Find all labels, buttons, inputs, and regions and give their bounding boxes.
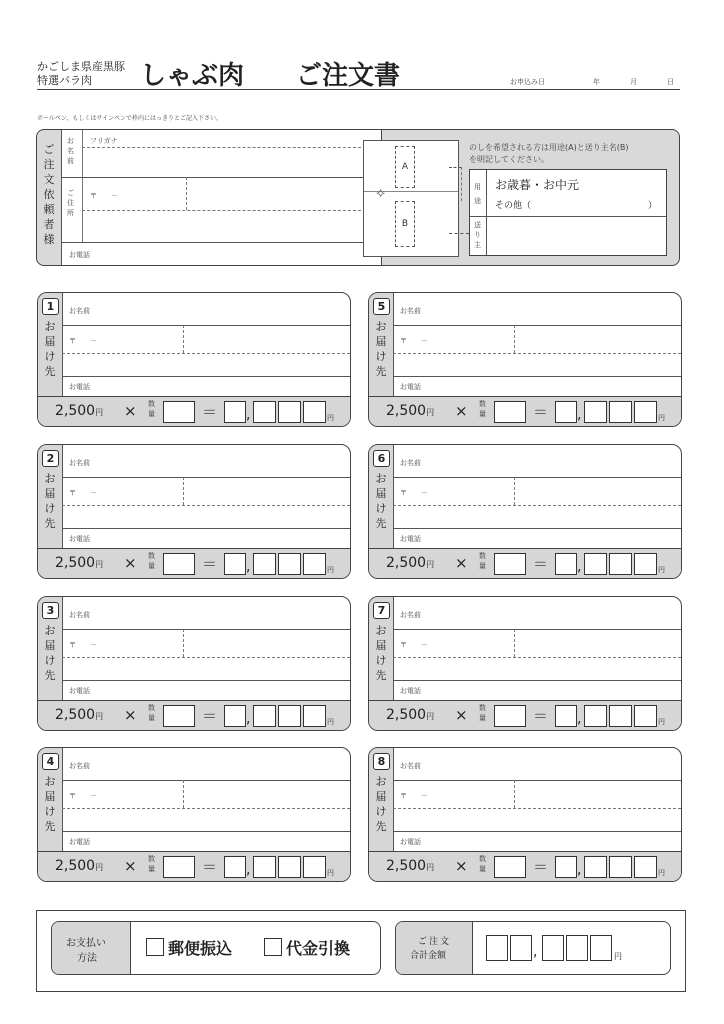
subtotal-digit-2[interactable]	[584, 705, 607, 727]
name-field[interactable]	[82, 148, 381, 176]
order-name-label: お名前	[400, 762, 421, 770]
order-address-field[interactable]	[63, 506, 349, 527]
application-date-label: お申込み日	[510, 78, 545, 86]
order-address-field[interactable]	[394, 658, 680, 679]
unit-price	[386, 555, 434, 571]
order-number: 4	[42, 753, 59, 770]
order-phone-field[interactable]	[429, 681, 680, 699]
order-name-divider	[62, 325, 350, 326]
subtotal-digit-2[interactable]	[253, 705, 276, 727]
order-name-field[interactable]	[63, 450, 349, 477]
address-label: ご住所	[67, 189, 74, 217]
subtotal-digit-1[interactable]	[224, 705, 246, 727]
unit-price-value: 2,500	[386, 858, 427, 874]
quantity-label: 数量	[148, 552, 155, 570]
subtotal-digit-3[interactable]	[278, 705, 301, 727]
equals-sign: ＝	[202, 707, 218, 725]
order-address-field[interactable]	[63, 658, 349, 679]
subtotal-yen: 円	[327, 718, 334, 726]
total-digit-2[interactable]	[510, 935, 532, 961]
order-block-2	[37, 444, 351, 579]
order-phone-label: お電話	[400, 535, 421, 543]
order-quantity-bar	[38, 548, 350, 579]
order-quantity-bar	[38, 396, 350, 427]
subtotal-digit-1[interactable]	[555, 705, 577, 727]
brand-line2: 特選バラ肉	[37, 74, 92, 87]
unit-price-value: 2,500	[386, 403, 427, 419]
quantity-label: 数量	[479, 704, 486, 722]
unit-price-value: 2,500	[55, 707, 96, 723]
quantity-label: 数量	[479, 400, 486, 418]
quantity-input[interactable]	[494, 856, 526, 878]
subtotal-digit-4[interactable]	[634, 705, 657, 727]
page-title: しゃぶ肉 ご注文書	[140, 61, 401, 91]
payment-label-2: 方法	[77, 953, 97, 964]
subtotal-digit-1[interactable]	[224, 401, 246, 423]
times-sign: ×	[124, 554, 137, 572]
subtotal-yen: 円	[658, 718, 665, 726]
phone-label: お電話	[69, 251, 90, 259]
order-phone-label: お電話	[400, 687, 421, 695]
subtotal-yen: 円	[327, 566, 334, 574]
purpose-label: 用途	[474, 183, 481, 205]
quantity-input[interactable]	[494, 401, 526, 423]
order-number: 2	[42, 450, 59, 467]
order-block-7	[368, 596, 682, 731]
subtotal-comma: ,	[246, 559, 251, 575]
order-name-field[interactable]	[63, 753, 349, 780]
noshi-bow-icon: ⟡	[376, 185, 386, 201]
subtotal-comma: ,	[246, 862, 251, 878]
cod-label: 代金引換	[286, 939, 351, 958]
name-label: お名前	[67, 137, 74, 165]
postal-mark: 〒 －	[90, 192, 118, 200]
order-postal-divider	[183, 629, 184, 657]
payment-label-cell	[52, 922, 131, 974]
address-field[interactable]	[82, 211, 381, 241]
noshi-connector-a-v	[461, 167, 462, 201]
order-side-label: お届け先	[44, 624, 56, 682]
subtotal-digit-4[interactable]	[634, 401, 657, 423]
order-name-divider	[62, 629, 350, 630]
quantity-label: 数量	[148, 704, 155, 722]
equals-sign: ＝	[202, 858, 218, 876]
order-name-label: お名前	[400, 307, 421, 315]
order-quantity-bar	[369, 396, 681, 427]
order-phone-label: お電話	[69, 838, 90, 846]
subtotal-digit-3[interactable]	[278, 401, 301, 423]
order-number: 3	[42, 602, 59, 619]
unit-price	[386, 707, 434, 723]
subtotal-digit-2[interactable]	[584, 401, 607, 423]
subtotal-comma: ,	[577, 559, 582, 575]
order-postal-divider	[183, 477, 184, 505]
subtotal-digit-3[interactable]	[609, 553, 632, 575]
purpose-option1[interactable]: お歳暮・お中元	[495, 178, 580, 192]
order-side-label: お届け先	[375, 472, 387, 530]
requester-form	[61, 130, 382, 265]
order-name-label: お名前	[69, 307, 90, 315]
total-digit-4[interactable]	[566, 935, 588, 961]
order-quantity-bar	[38, 700, 350, 731]
unit-price	[55, 403, 103, 419]
quantity-input[interactable]	[163, 401, 195, 423]
order-side-label: お届け先	[44, 320, 56, 378]
equals-sign: ＝	[533, 707, 549, 725]
total-digit-5[interactable]	[590, 935, 612, 961]
quantity-label: 数量	[479, 552, 486, 570]
order-address-field[interactable]	[63, 809, 349, 830]
order-postal-mark: 〒 －	[69, 489, 97, 497]
brand-line1: かごしま県産黒豚	[37, 60, 125, 73]
order-postal-divider	[514, 477, 515, 505]
total-label-cell	[396, 922, 473, 974]
order-phone-field[interactable]	[98, 681, 349, 699]
cod-checkbox[interactable]	[264, 938, 282, 956]
quantity-input[interactable]	[494, 705, 526, 727]
order-block-5	[368, 292, 682, 427]
order-block-1	[37, 292, 351, 427]
order-name-field[interactable]	[394, 753, 680, 780]
order-phone-field[interactable]	[429, 377, 680, 395]
sender-field[interactable]	[487, 217, 665, 254]
order-number: 1	[42, 298, 59, 315]
order-name-field[interactable]	[394, 602, 680, 629]
unit-price-yen: 円	[95, 408, 104, 417]
order-name-label: お名前	[69, 762, 90, 770]
order-name-field[interactable]	[63, 298, 349, 325]
unit-price-yen: 円	[426, 560, 435, 569]
subtotal-digit-4[interactable]	[303, 705, 326, 727]
requester-panel	[36, 129, 680, 266]
unit-price	[386, 403, 434, 419]
unit-price	[386, 858, 434, 874]
noshi-box-b: B	[395, 201, 415, 247]
subtotal-digit-1[interactable]	[555, 401, 577, 423]
order-number: 8	[373, 753, 390, 770]
noshi-connector-a	[449, 167, 461, 168]
unit-price-yen: 円	[95, 712, 104, 721]
subtotal-digit-3[interactable]	[609, 705, 632, 727]
order-phone-label: お電話	[400, 838, 421, 846]
order-postal-mark: 〒 －	[400, 792, 428, 800]
payment-label-1: お支払い	[66, 938, 106, 949]
subtotal-digit-2[interactable]	[584, 553, 607, 575]
subtotal-yen: 円	[658, 414, 665, 422]
order-address-field[interactable]	[394, 809, 680, 830]
order-name-field[interactable]	[394, 298, 680, 325]
noshi-box-a: A	[395, 146, 415, 188]
subtotal-digit-3[interactable]	[278, 856, 301, 878]
times-sign: ×	[124, 706, 137, 724]
unit-price-yen: 円	[426, 712, 435, 721]
order-name-label: お名前	[400, 459, 421, 467]
sender-label: 送り主	[474, 221, 481, 249]
order-side-label: お届け先	[44, 472, 56, 530]
order-side-label: お届け先	[375, 624, 387, 682]
subtotal-yen: 円	[658, 869, 665, 877]
order-postal-mark: 〒 －	[69, 792, 97, 800]
order-block-3	[37, 596, 351, 731]
order-postal-divider	[183, 780, 184, 808]
noshi-instruction-2: を明記してください。	[469, 155, 549, 164]
equals-sign: ＝	[533, 858, 549, 876]
payment-box	[51, 921, 381, 975]
subtotal-digit-3[interactable]	[278, 553, 301, 575]
year-label: 年	[593, 78, 600, 86]
order-phone-label: お電話	[69, 687, 90, 695]
order-block-6	[368, 444, 682, 579]
order-phone-field[interactable]	[98, 529, 349, 547]
order-number: 7	[373, 602, 390, 619]
subtotal-yen: 円	[327, 414, 334, 422]
subtotal-digit-2[interactable]	[584, 856, 607, 878]
noshi-form	[469, 169, 667, 256]
noshi-connector-b	[449, 233, 469, 234]
order-name-divider	[393, 629, 681, 630]
unit-price-value: 2,500	[55, 403, 96, 419]
subtotal-digit-4[interactable]	[303, 553, 326, 575]
total-label-2: 合計金額	[410, 951, 447, 961]
order-name-label: お名前	[69, 611, 90, 619]
times-sign: ×	[124, 857, 137, 875]
order-postal-divider	[514, 629, 515, 657]
order-side-label: お届け先	[375, 320, 387, 378]
subtotal-digit-1[interactable]	[224, 553, 246, 575]
order-phone-field[interactable]	[98, 832, 349, 850]
order-side-label: お届け先	[44, 775, 56, 833]
order-address-field[interactable]	[394, 506, 680, 527]
total-comma: ,	[533, 944, 538, 960]
equals-sign: ＝	[202, 403, 218, 421]
equals-sign: ＝	[533, 555, 549, 573]
order-name-divider	[393, 780, 681, 781]
subtotal-digit-2[interactable]	[253, 401, 276, 423]
subtotal-digit-2[interactable]	[253, 553, 276, 575]
subtotal-comma: ,	[246, 711, 251, 727]
order-address-field[interactable]	[63, 354, 349, 375]
order-postal-divider	[183, 325, 184, 353]
subtotal-digit-4[interactable]	[634, 553, 657, 575]
phone-field[interactable]	[102, 243, 381, 265]
postal-divider	[186, 177, 187, 210]
order-phone-field[interactable]	[429, 529, 680, 547]
order-name-label: お名前	[400, 611, 421, 619]
subtotal-comma: ,	[246, 407, 251, 423]
subtotal-yen: 円	[327, 869, 334, 877]
subtotal-digit-4[interactable]	[303, 401, 326, 423]
subtotal-digit-2[interactable]	[253, 856, 276, 878]
subtotal-digit-1[interactable]	[224, 856, 246, 878]
order-side-label: お届け先	[375, 775, 387, 833]
equals-sign: ＝	[202, 555, 218, 573]
day-label: 日	[667, 78, 674, 86]
order-postal-mark: 〒 －	[69, 641, 97, 649]
order-name-field[interactable]	[394, 450, 680, 477]
unit-price	[55, 858, 103, 874]
noshi-instruction-1: のしを希望される方は用途(A)と送り主名(B)	[469, 143, 629, 152]
order-name-field[interactable]	[63, 602, 349, 629]
postal-transfer-checkbox[interactable]	[146, 938, 164, 956]
order-quantity-bar	[38, 851, 350, 882]
order-postal-divider	[514, 325, 515, 353]
times-sign: ×	[455, 857, 468, 875]
subtotal-digit-1[interactable]	[555, 856, 577, 878]
order-name-divider	[393, 477, 681, 478]
quantity-input[interactable]	[494, 553, 526, 575]
order-phone-label: お電話	[400, 383, 421, 391]
times-sign: ×	[124, 402, 137, 420]
total-label-1: ご注文	[418, 937, 452, 947]
equals-sign: ＝	[533, 403, 549, 421]
total-yen: 円	[614, 952, 622, 961]
requester-side-label: ご注文依頼者様	[43, 143, 55, 246]
order-name-label: お名前	[69, 459, 90, 467]
unit-price	[55, 707, 103, 723]
subtotal-digit-3[interactable]	[609, 401, 632, 423]
order-postal-divider	[514, 780, 515, 808]
order-phone-label: お電話	[69, 383, 90, 391]
unit-price-value: 2,500	[55, 555, 96, 571]
unit-price-value: 2,500	[55, 858, 96, 874]
unit-price-value: 2,500	[386, 555, 427, 571]
order-name-divider	[62, 780, 350, 781]
unit-price	[55, 555, 103, 571]
unit-price-value: 2,500	[386, 707, 427, 723]
order-postal-mark: 〒 －	[400, 641, 428, 649]
header-rule	[37, 89, 680, 90]
total-box	[395, 921, 671, 975]
name-divider	[62, 177, 381, 178]
quantity-input[interactable]	[163, 705, 195, 727]
quantity-label: 数量	[148, 400, 155, 418]
unit-price-yen: 円	[95, 560, 104, 569]
footer-panel	[36, 910, 686, 992]
subtotal-digit-3[interactable]	[609, 856, 632, 878]
order-phone-label: お電話	[69, 535, 90, 543]
purpose-close: ）	[648, 201, 658, 211]
order-phone-field[interactable]	[98, 377, 349, 395]
order-number: 6	[373, 450, 390, 467]
noshi-illustration	[363, 140, 459, 257]
quantity-label: 数量	[148, 855, 155, 873]
quantity-label: 数量	[479, 855, 486, 873]
subtotal-yen: 円	[658, 566, 665, 574]
unit-price-yen: 円	[95, 863, 104, 872]
total-digit-3[interactable]	[542, 935, 564, 961]
order-postal-mark: 〒 －	[69, 337, 97, 345]
order-name-divider	[393, 325, 681, 326]
total-digit-1[interactable]	[486, 935, 508, 961]
order-block-4	[37, 747, 351, 882]
unit-price-yen: 円	[426, 408, 435, 417]
unit-price-yen: 円	[426, 863, 435, 872]
instruction-note: ボールペン、もしくはサインペンで枠内にはっきりとご記入下さい。	[37, 115, 222, 122]
quantity-input[interactable]	[163, 553, 195, 575]
month-label: 月	[630, 78, 637, 86]
order-address-field[interactable]	[394, 354, 680, 375]
times-sign: ×	[455, 402, 468, 420]
order-name-divider	[62, 477, 350, 478]
order-block-8	[368, 747, 682, 882]
quantity-input[interactable]	[163, 856, 195, 878]
order-postal-mark: 〒 －	[400, 337, 428, 345]
times-sign: ×	[455, 706, 468, 724]
order-quantity-bar	[369, 548, 681, 579]
purpose-other[interactable]: その他（	[495, 201, 532, 211]
times-sign: ×	[455, 554, 468, 572]
furigana-label: フリガナ	[90, 137, 118, 145]
subtotal-comma: ,	[577, 407, 582, 423]
postal-transfer-label: 郵便振込	[168, 939, 233, 958]
order-phone-field[interactable]	[429, 832, 680, 850]
subtotal-digit-4[interactable]	[303, 856, 326, 878]
subtotal-digit-4[interactable]	[634, 856, 657, 878]
order-quantity-bar	[369, 700, 681, 731]
order-number: 5	[373, 298, 390, 315]
subtotal-comma: ,	[577, 711, 582, 727]
subtotal-digit-1[interactable]	[555, 553, 577, 575]
order-postal-mark: 〒 －	[400, 489, 428, 497]
subtotal-comma: ,	[577, 862, 582, 878]
order-quantity-bar	[369, 851, 681, 882]
